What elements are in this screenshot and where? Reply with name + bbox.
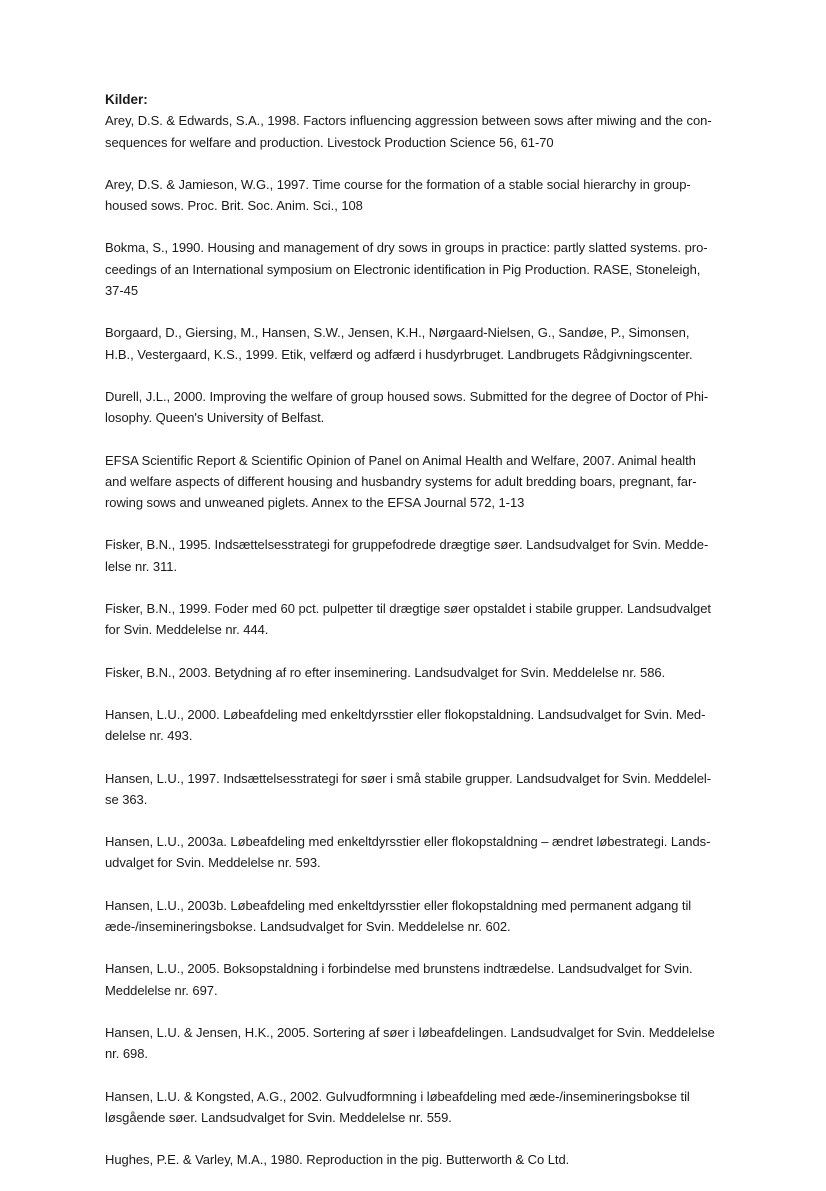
reference-line: Hansen, L.U., 2000. Løbeafdeling med enkeltdyrsstier eller flokopstaldning. Landsudvalget for Svin. Med-	[105, 706, 706, 722]
reference-entry	[105, 958, 785, 1001]
reference-line: Arey, D.S. & Jamieson, W.G., 1997. Time course for the formation of a stable social hierarchy in group-	[105, 176, 691, 192]
reference-line: se 363.	[105, 791, 148, 807]
reference-line: Durell, J.L., 2000. Improving the welfare of group housed sows. Submitted for the degree of Doctor of Phi-	[105, 388, 709, 404]
reference-entry	[105, 704, 785, 747]
reference-entry	[105, 598, 785, 641]
reference-line: for Svin. Meddelelse nr. 444.	[105, 622, 269, 638]
reference-line: lelse nr. 311.	[105, 558, 178, 574]
reference-entry	[105, 322, 785, 365]
reference-entry	[105, 174, 785, 217]
reference-entry	[105, 450, 785, 514]
reference-line: and welfare aspects of different housing and husbandry systems for adult bredding boars, pregnant, far-	[105, 473, 697, 489]
reference-line: Arey, D.S. & Edwards, S.A., 1998. Factors influencing aggression between sows after miwing and the con-	[105, 113, 712, 129]
reference-entry	[105, 768, 785, 811]
reference-entry	[105, 386, 785, 429]
reference-line: Borgaard, D., Giersing, M., Hansen, S.W., Jensen, K.H., Nørgaard-Nielsen, G., Sandøe, P., Simonsen,	[105, 325, 690, 341]
reference-line: Hansen, L.U., 2005. Boksopstaldning i forbindelse med brunstens indtrædelse. Landsudvalget for Svin.	[105, 961, 693, 977]
reference-line: Meddelelse nr. 697.	[105, 982, 218, 998]
reference-line: Hughes, P.E. & Varley, M.A., 1980. Reproduction in the pig. Butterworth & Co Ltd.	[105, 1152, 570, 1168]
reference-line: Hansen, L.U., 2003b. Løbeafdeling med enkeltdyrsstier eller flokopstaldning med permanent adgang til	[105, 897, 692, 913]
reference-line: Fisker, B.N., 1999. Foder med 60 pct. pulpetter til drægtige søer opstaldet i stabile grupper. Landsudvalget	[105, 601, 711, 617]
reference-entry	[105, 237, 785, 301]
reference-line: Hansen, L.U., 2003a. Løbeafdeling med enkeltdyrsstier eller flokopstaldning – ændret løbestrategi. Lands-	[105, 834, 711, 850]
reference-line: Bokma, S., 1990. Housing and management of dry sows in groups in practice: partly slatted systems. pro-	[105, 240, 708, 256]
reference-entry	[105, 662, 785, 683]
reference-entry	[105, 895, 785, 938]
reference-entry	[105, 831, 785, 874]
reference-line: Fisker, B.N., 2003. Betydning af ro efter inseminering. Landsudvalget for Svin. Meddelelse nr. 586.	[105, 664, 666, 680]
reference-line: 37-45	[105, 283, 138, 299]
reference-line: æde-/insemineringsbokse. Landsudvalget for Svin. Meddelelse nr. 602.	[105, 919, 511, 935]
reference-line: Hansen, L.U. & Kongsted, A.G., 2002. Gulvudformning i løbeafdeling med æde-/insemineringsbokse til	[105, 1088, 690, 1104]
reference-line: delelse nr. 493.	[105, 728, 193, 744]
reference-line: ceedings of an International symposium on Electronic identification in Pig Production. RASE, Stoneleigh,	[105, 261, 701, 277]
reference-entry	[105, 110, 785, 153]
reference-line: EFSA Scientific Report & Scientific Opinion of Panel on Animal Health and Welfare, 2007. Animal health	[105, 452, 696, 468]
reference-line: Hansen, L.U., 1997. Indsættelsesstrategi for søer i små stabile grupper. Landsudvalget for Svin. Meddelel-	[105, 770, 712, 786]
reference-list	[105, 110, 785, 1170]
reference-line: nr. 698.	[105, 1046, 148, 1062]
reference-line: rowing sows and unweaned piglets. Annex to the EFSA Journal 572, 1-13	[105, 495, 525, 511]
reference-entry	[105, 1149, 785, 1170]
reference-line: udvalget for Svin. Meddelelse nr. 593.	[105, 855, 321, 871]
reference-line: Hansen, L.U. & Jensen, H.K., 2005. Sortering af søer i løbeafdelingen. Landsudvalget for Svin. Meddelelse	[105, 1024, 715, 1040]
reference-line: løsgående søer. Landsudvalget for Svin. Meddelelse nr. 559.	[105, 1109, 452, 1125]
reference-line: Fisker, B.N., 1995. Indsættelsesstrategi for gruppefodrede drægtige søer. Landsudvalget for Svin. Medde-	[105, 537, 709, 553]
reference-page	[105, 89, 785, 1191]
reference-line: losophy. Queen's University of Belfast.	[105, 410, 325, 426]
reference-entry	[105, 1022, 785, 1065]
reference-entry	[105, 1086, 785, 1129]
reference-entry	[105, 534, 785, 577]
reference-line: housed sows. Proc. Brit. Soc. Anim. Sci., 108	[105, 198, 363, 214]
section-heading: Kilder:	[105, 92, 148, 107]
reference-line: H.B., Vestergaard, K.S., 1999. Etik, velfærd og adfærd i husdyrbruget. Landbrugets Rådgivningscenter.	[105, 346, 693, 362]
reference-line: sequences for welfare and production. Livestock Production Science 56, 61-70	[105, 134, 554, 150]
